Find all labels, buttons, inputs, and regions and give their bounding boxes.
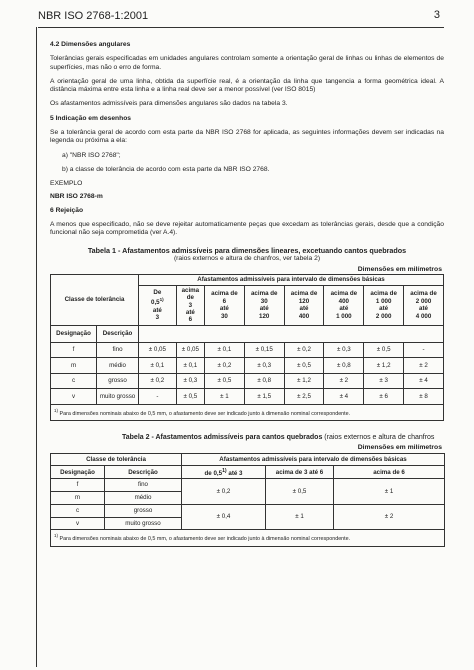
table-1-value-cell: ± 8 bbox=[404, 389, 444, 405]
table-1-col-description: Descrição bbox=[97, 325, 139, 342]
table-1-range-line: 6 bbox=[222, 297, 227, 305]
table-1-range-line: 4 000 bbox=[415, 312, 432, 320]
table-1-range-marker: 1) bbox=[159, 297, 164, 303]
table-1-range-line: até bbox=[379, 305, 389, 313]
table-1-value-cell: - bbox=[139, 389, 177, 405]
table-1-subtitle: (raios externos e altura de chanfros, ver tabela 2) bbox=[173, 254, 321, 262]
table-1-range-line: até bbox=[152, 306, 162, 314]
table-2-value: ± 1 bbox=[334, 479, 445, 505]
table-2-row-designation: c bbox=[51, 504, 105, 517]
table-1-group-header: Afastamentos admissíveis para intervalo de dimensões básicas bbox=[139, 275, 444, 285]
table-1-range-header bbox=[176, 285, 204, 325]
example-value: NBR ISO 2768-m bbox=[50, 192, 103, 200]
table-1-value-cell: ± 0,5 bbox=[176, 389, 204, 405]
table-2-value: ± 0,4 bbox=[182, 504, 266, 530]
table-1-value-cell: ± 0,2 bbox=[139, 373, 177, 389]
document-id: NBR ISO 2768-1:2001 bbox=[38, 10, 149, 22]
table-1-range-line: 3 bbox=[155, 314, 160, 322]
section-6-paragraph-1: A menos que especificado, não se deve rejeitar automaticamente peças que excedam as tolerâncias gerais, desde que a condição funcional não seja comprometida (ver A.4). bbox=[50, 221, 444, 237]
table-2-title: Tabela 2 - Afastamentos admissíveis para cantos quebrados bbox=[122, 433, 323, 441]
table-1-value-cell: ± 0,5 bbox=[284, 358, 324, 374]
table-1-row-description: grosso bbox=[97, 373, 139, 389]
table-1-value-cell: ± 0,2 bbox=[284, 342, 324, 358]
table-1-value-cell: ± 0,3 bbox=[244, 358, 284, 374]
table-1-value-cell: ± 0,15 bbox=[244, 342, 284, 358]
section-4-2-paragraph-3: Os afastamentos admissíveis para dimensões angulares são dados na tabela 3. bbox=[50, 100, 288, 108]
table-2-row-designation: m bbox=[51, 491, 105, 504]
table-1-row bbox=[51, 342, 444, 358]
table-1-range-line: 30 bbox=[260, 297, 268, 305]
table-1-value-cell: ± 4 bbox=[404, 373, 444, 389]
table-1-value-cell: ± 4 bbox=[324, 389, 364, 405]
table-1-range-line: De bbox=[153, 288, 162, 296]
table-1-range-header bbox=[404, 285, 444, 325]
table-1-row-designation: v bbox=[51, 389, 97, 405]
table-1-value-cell: ± 0,8 bbox=[324, 358, 364, 374]
table-1-range-line: acima de bbox=[410, 290, 437, 298]
table-1-class-header: Classe de tolerância bbox=[51, 275, 139, 325]
table-1-row-description: médio bbox=[97, 358, 139, 374]
table-2-units: Dimensões em milímetros bbox=[357, 444, 442, 452]
table-1-units: Dimensões em milímetros bbox=[357, 266, 442, 274]
table-1-row-designation: m bbox=[51, 358, 97, 374]
table-1-value-cell: ± 0,1 bbox=[205, 342, 245, 358]
table-1-range-line: acima de bbox=[370, 290, 397, 298]
table-1-range-line: 1 000 bbox=[375, 297, 392, 305]
table-1-range-line: acima de bbox=[211, 290, 238, 298]
table-1-row bbox=[51, 389, 444, 405]
table-1-value-cell: ± 2 bbox=[404, 358, 444, 374]
table-1-blank-cell bbox=[139, 325, 444, 342]
table-2-range-2: acima de 3 até 6 bbox=[266, 466, 334, 479]
table-1-row-designation: c bbox=[51, 373, 97, 389]
table-1-row-description: muito grosso bbox=[97, 389, 139, 405]
table-1-range-line: 400 bbox=[338, 297, 349, 305]
left-margin-rule bbox=[36, 27, 37, 667]
table-1-range-header bbox=[244, 285, 284, 325]
table-1-range-line: 2 000 bbox=[415, 297, 432, 305]
table-2-range-1 bbox=[182, 466, 266, 479]
table-1-range-line: até bbox=[219, 305, 229, 313]
table-2-row-description: médio bbox=[105, 491, 182, 504]
table-1-value-cell: ± 0,05 bbox=[176, 342, 204, 358]
table-1-range-line: 2 000 bbox=[375, 312, 392, 320]
table-1-value-cell: ± 0,3 bbox=[176, 373, 204, 389]
table-1-range-line: 30 bbox=[220, 312, 228, 320]
table-1-range-line: de bbox=[186, 294, 194, 302]
table-2-col-description: Descrição bbox=[105, 466, 182, 479]
table-1-value-cell: ± 1,2 bbox=[364, 358, 404, 374]
table-2-caption bbox=[50, 434, 444, 442]
section-5-title: 5 Indicação em desenhos bbox=[50, 114, 132, 122]
table-2-range-3: acima de 6 bbox=[334, 466, 445, 479]
table-1-range-line: 3 bbox=[188, 301, 193, 309]
table-2-footnote-marker: 1) bbox=[54, 533, 59, 539]
table-1-range-line: acima bbox=[181, 286, 200, 294]
table-2-footnote bbox=[51, 530, 445, 546]
table-2-value: ± 1 bbox=[266, 504, 334, 530]
table-2-value: ± 0,2 bbox=[182, 479, 266, 505]
page-number: 3 bbox=[433, 9, 440, 21]
document-body bbox=[50, 41, 444, 547]
table-2-row-designation: v bbox=[51, 517, 105, 530]
table-1-range-line: acima de bbox=[330, 290, 358, 298]
table-1-value-cell: ± 0,8 bbox=[244, 373, 284, 389]
table-1-range-line: até bbox=[259, 305, 269, 313]
table-1-range-line: 120 bbox=[298, 297, 310, 305]
table-2-col-designation: Designação bbox=[51, 466, 105, 479]
table-2 bbox=[50, 453, 445, 547]
table-2-value: ± 0,5 bbox=[266, 479, 334, 505]
section-5-item-a: a) "NBR ISO 2768"; bbox=[62, 151, 121, 159]
table-1-title: Tabela 1 - Afastamentos admissíveis para dimensões lineares, excetuando cantos quebrados bbox=[87, 245, 407, 255]
table-2-value: ± 2 bbox=[334, 504, 445, 530]
table-1-value-cell: ± 0,1 bbox=[139, 358, 177, 374]
table-1-row-designation: f bbox=[51, 342, 97, 358]
section-5-item-b: b) a classe de tolerância de acordo com esta parte da NBR ISO 2768. bbox=[62, 165, 270, 173]
table-1-range-header bbox=[324, 285, 364, 325]
table-2-range-1-prefix: de 0,5 bbox=[204, 469, 223, 477]
section-4-2-title: 4.2 Dimensões angulares bbox=[50, 41, 131, 48]
table-2-group-header: Afastamentos admissíveis para intervalo de dimensões básicas bbox=[182, 453, 445, 466]
table-1-range-line: até bbox=[339, 305, 349, 313]
table-1-range-line: acima de bbox=[290, 290, 318, 298]
table-2-row-description: fino bbox=[105, 479, 182, 492]
section-5-paragraph-1: Se a tolerância geral de acordo com esta parte da NBR ISO 2768 for aplicada, as seguintes informações devem ser indicadas na legenda ou próxima a ela: bbox=[50, 129, 444, 145]
table-1-value-cell: ± 2,5 bbox=[284, 389, 324, 405]
table-2-row-description: muito grosso bbox=[105, 517, 182, 530]
table-1-value-cell: ± 1 bbox=[205, 389, 245, 405]
table-1-range-line: 1 000 bbox=[336, 312, 352, 320]
table-1-range-line: 120 bbox=[259, 312, 270, 320]
table-2-row-designation: f bbox=[51, 479, 105, 492]
table-1-range-line: até bbox=[299, 305, 309, 313]
table-1-range-line: 6 bbox=[188, 316, 193, 324]
table-1 bbox=[50, 274, 444, 421]
table-1-footnote-text: Para dimensões nominais abaixo de 0,5 mm, o afastamento deve ser indicado junto à dimensão nominal correspondente. bbox=[58, 410, 351, 417]
table-1-footnote bbox=[51, 404, 444, 420]
table-2-row-description: grosso bbox=[105, 504, 182, 517]
section-4-2-paragraph-1: Tolerâncias gerais especificadas em unidades angulares controlam somente a orientação geral de linhas ou linhas de elementos de superfícies, mas não o erro de forma. bbox=[50, 55, 444, 71]
table-1-range-line: 400 bbox=[298, 312, 310, 320]
table-1-value-cell: ± 0,3 bbox=[324, 342, 364, 358]
section-4-2-paragraph-2: A orientação geral de uma linha, obtida da superfície real, é a orientação da linha que tangencia a forma geométrica ideal. A distância máxima entre esta linha e a linha real deve ser a menor possível (ver ISO 8015) bbox=[50, 77, 444, 94]
table-1-range-line: 0,5$^{1)}$ bbox=[151, 297, 164, 307]
table-2-range-1-suffix: até 3 bbox=[226, 469, 243, 477]
table-1-range-line: até bbox=[185, 308, 195, 316]
table-2-class-header: Classe de tolerância bbox=[51, 453, 182, 466]
table-1-value-cell: ± 1,2 bbox=[284, 373, 324, 389]
table-1-col-designation: Designação bbox=[51, 325, 97, 342]
table-1-value-cell: ± 3 bbox=[364, 373, 404, 389]
table-2-footnote-text: Para dimensões nominais abaixo de 0,5 mm, o afastamento deve ser indicado junto à dimensão nominal correspondente. bbox=[58, 536, 351, 543]
table-1-footnote-marker: 1) bbox=[54, 407, 59, 413]
table-2-range-1-marker: 1) bbox=[222, 467, 227, 474]
section-6-title: 6 Rejeição bbox=[50, 206, 84, 214]
table-2-subtitle: (raios externos e altura de chanfros bbox=[322, 433, 435, 441]
table-1-range-header bbox=[284, 285, 324, 325]
table-1-range-header bbox=[205, 285, 245, 325]
table-1-range-line: até bbox=[419, 305, 428, 313]
table-1-value-cell: ± 2 bbox=[324, 373, 364, 389]
table-1-range-header bbox=[364, 285, 404, 325]
header-rule bbox=[38, 27, 444, 28]
table-1-value-cell: - bbox=[404, 342, 444, 358]
table-1-row-description: fino bbox=[97, 342, 139, 358]
table-1-row bbox=[51, 358, 444, 374]
example-label: EXEMPLO bbox=[50, 180, 83, 188]
table-1-range-header bbox=[139, 285, 177, 325]
table-1-range-line: acima de bbox=[250, 290, 278, 298]
table-1-row bbox=[51, 373, 444, 389]
table-1-value-cell: ± 0,2 bbox=[205, 358, 245, 374]
table-1-value-cell: ± 0,1 bbox=[176, 358, 204, 374]
table-1-value-cell: ± 0,5 bbox=[205, 373, 245, 389]
table-1-value-cell: ± 0,05 bbox=[139, 342, 177, 358]
table-1-value-cell: ± 6 bbox=[364, 389, 404, 405]
table-1-value-cell: ± 0,5 bbox=[364, 342, 404, 358]
table-1-value-cell: ± 1,5 bbox=[244, 389, 284, 405]
